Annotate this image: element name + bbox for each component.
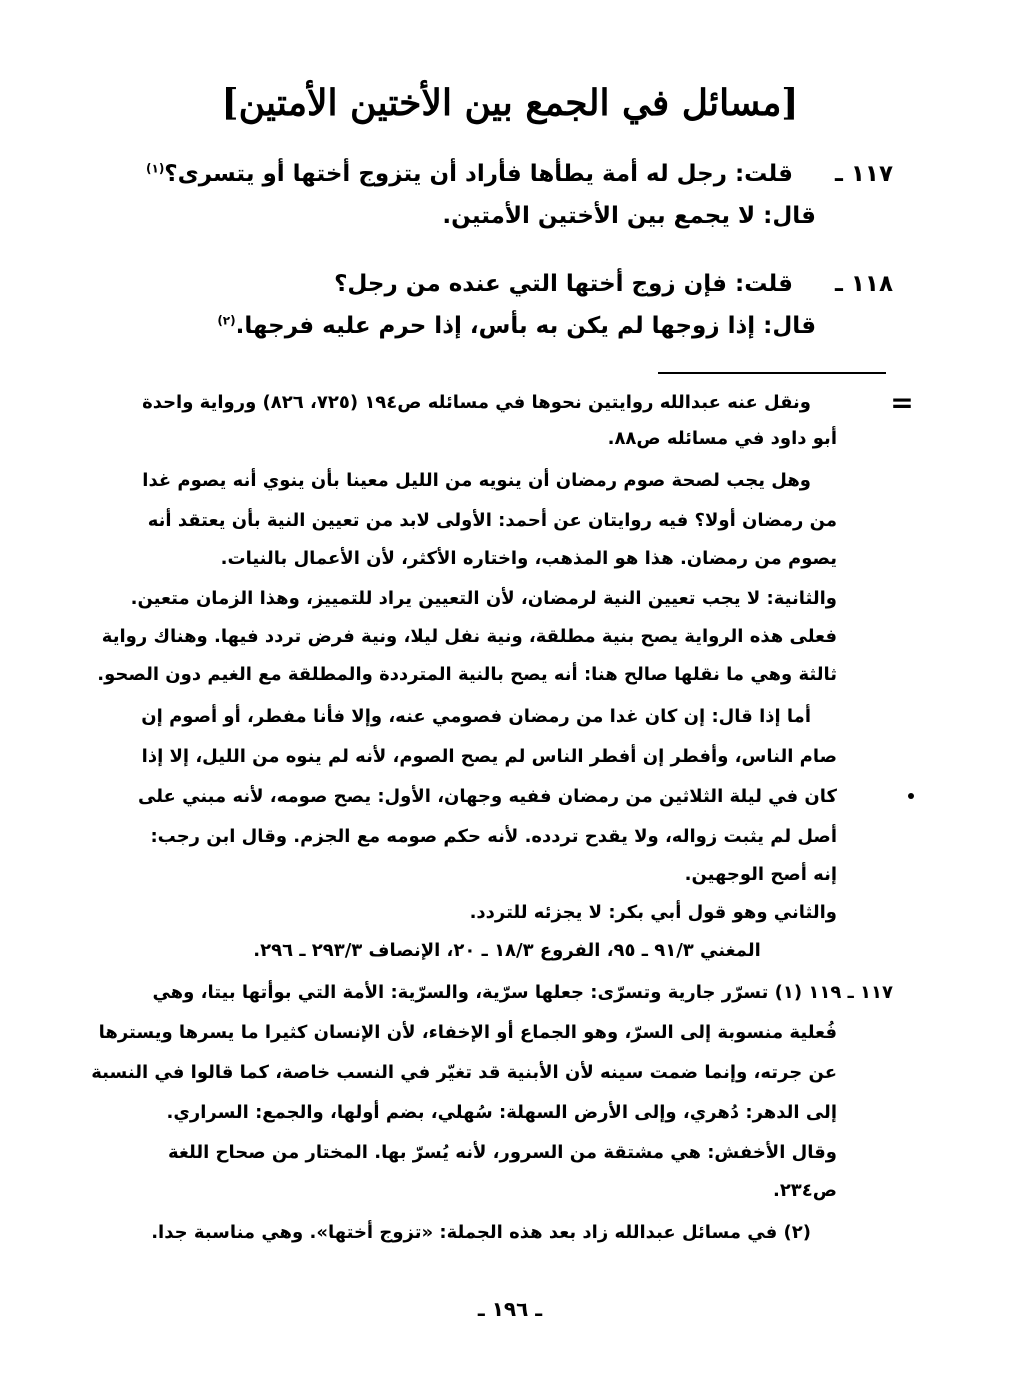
- entry-118-answer-line: [173, 308, 816, 344]
- footnote-separator: [658, 372, 886, 374]
- footnote-line: صام الناس، وأفطر إن أفطر الناس لم يصح الصوم، لأنه لم ينوه من الليل، إلا إذا: [141, 746, 837, 767]
- page-title: [مسائل في الجمع بين الأختين الأمتين]: [221, 82, 799, 124]
- footnote-line: فُعلية منسوبة إلى السرّ، وهو الجماع أو الإخفاء، لأن الإنسان كثيرا ما يسرها ويسترها: [98, 1022, 837, 1043]
- footnote-line: والثاني وهو قول أبي بكر: لا يجزئه للتردد.: [469, 902, 837, 923]
- page-number: ـ ١٩٦ ـ: [477, 1297, 543, 1321]
- footnote-line: وهل يجب لصحة صوم رمضان أن ينويه من الليل معينا بأن ينوي أنه يصوم غدا: [142, 470, 811, 491]
- footnote-line: من رمضان أولا؟ فيه روايتان عن أحمد: الأولى لابد من تعيين النية بأن يعتقد أنه: [147, 510, 837, 531]
- footnote-line: فعلى هذه الرواية يصح بنية مطلقة، ونية نفل ليلا، ونية فرض تردد فيها. وهناك رواية: [101, 626, 837, 647]
- footnote-ref: (١): [146, 161, 165, 176]
- entry-answer: قال: لا يجمع بين الأختين الأمتين.: [442, 203, 816, 229]
- footnote-line: أما إذا قال: إن كان غدا من رمضان فصومي عنه، وإلا فأنا مفطر، أو أصوم إن: [141, 706, 811, 727]
- entry-118-question-line: [173, 266, 893, 302]
- footnote-line: إنه أصح الوجهين.: [684, 864, 837, 885]
- footnote-line: ص٢٣٤.: [772, 1180, 837, 1201]
- footnote-line: ١١٧ ـ ١١٩ (١) تسرّر جارية وتسرّى: جعلها سرّية، والسرّية: الأمة التي بوأتها بيتا، وهي: [152, 982, 893, 1003]
- footnote-line: المغني ٩١/٣ ـ ٩٥، الفروع ١٨/٣ ـ ٢٠، الإنصاف ٢٩٣/٣ ـ ٢٩٦.: [253, 940, 761, 961]
- stray-dot-mark: [908, 793, 914, 799]
- footnote-line: والثانية: لا يجب تعيين النية لرمضان، لأن التعيين يراد للتمييز، وهذا الزمان متعين.: [130, 588, 837, 609]
- footnote-line: عن جرته، وإنما ضمت سينه لأن الأبنية قد تغيّر في النسب خاصة، كما قالوا في النسبة: [91, 1062, 837, 1083]
- footnote-line: ونقل عنه عبدالله روايتين نحوها في مسائله ص١٩٤ (٧٢٥، ٨٢٦) ورواية واحدة: [142, 392, 811, 413]
- entry-answer: قال: إذا زوجها لم يكن به بأس، إذا حرم عليه فرجها.: [235, 313, 816, 339]
- entry-question: قلت: رجل له أمة يطأها فأراد أن يتزوج أختها أو يتسرى؟: [164, 161, 793, 187]
- continuation-mark: =: [890, 386, 914, 419]
- entry-number: ١١٨ ـ: [835, 271, 893, 297]
- footnote-line: يصوم من رمضان. هذا هو المذهب، واختاره الأكثر، لأن الأعمال بالنيات.: [220, 548, 837, 569]
- footnote-line: وقال الأخفش: هي مشتقة من السرور، لأنه يُسرّ بها. المختار من صحاح اللغة: [167, 1142, 837, 1163]
- footnote-line: أصل لم يثبت زواله، ولا يقدح تردده. لأنه حكم صومه مع الجزم. وقال ابن رجب:: [150, 826, 837, 847]
- footnote-ref: (٢): [217, 313, 236, 328]
- footnote-line: إلى الدهر: دُهري، وإلى الأرض السهلة: سُهلي، بضم أولها، والجمع: السراري.: [166, 1102, 837, 1123]
- entry-number: ١١٧ ـ: [835, 161, 893, 187]
- footnote-line: ثالثة وهي ما نقلها صالح هنا: أنه يصح بالنية المترددة والمطلقة مع الغيم دون الصحو.: [97, 664, 837, 685]
- entry-question: قلت: فإن زوج أختها التي عنده من رجل؟: [334, 271, 793, 297]
- entry-117-question-line: [146, 156, 893, 192]
- footnote-line: أبو داود في مسائله ص٨٨.: [607, 428, 837, 449]
- footnote-line: كان في ليلة الثلاثين من رمضان ففيه وجهان، الأول: يصح صومه، لأنه مبني على: [138, 786, 837, 807]
- footnote-line: (٢) في مسائل عبدالله زاد بعد هذه الجملة: «تزوج أختها». وهي مناسبة جدا.: [151, 1222, 811, 1243]
